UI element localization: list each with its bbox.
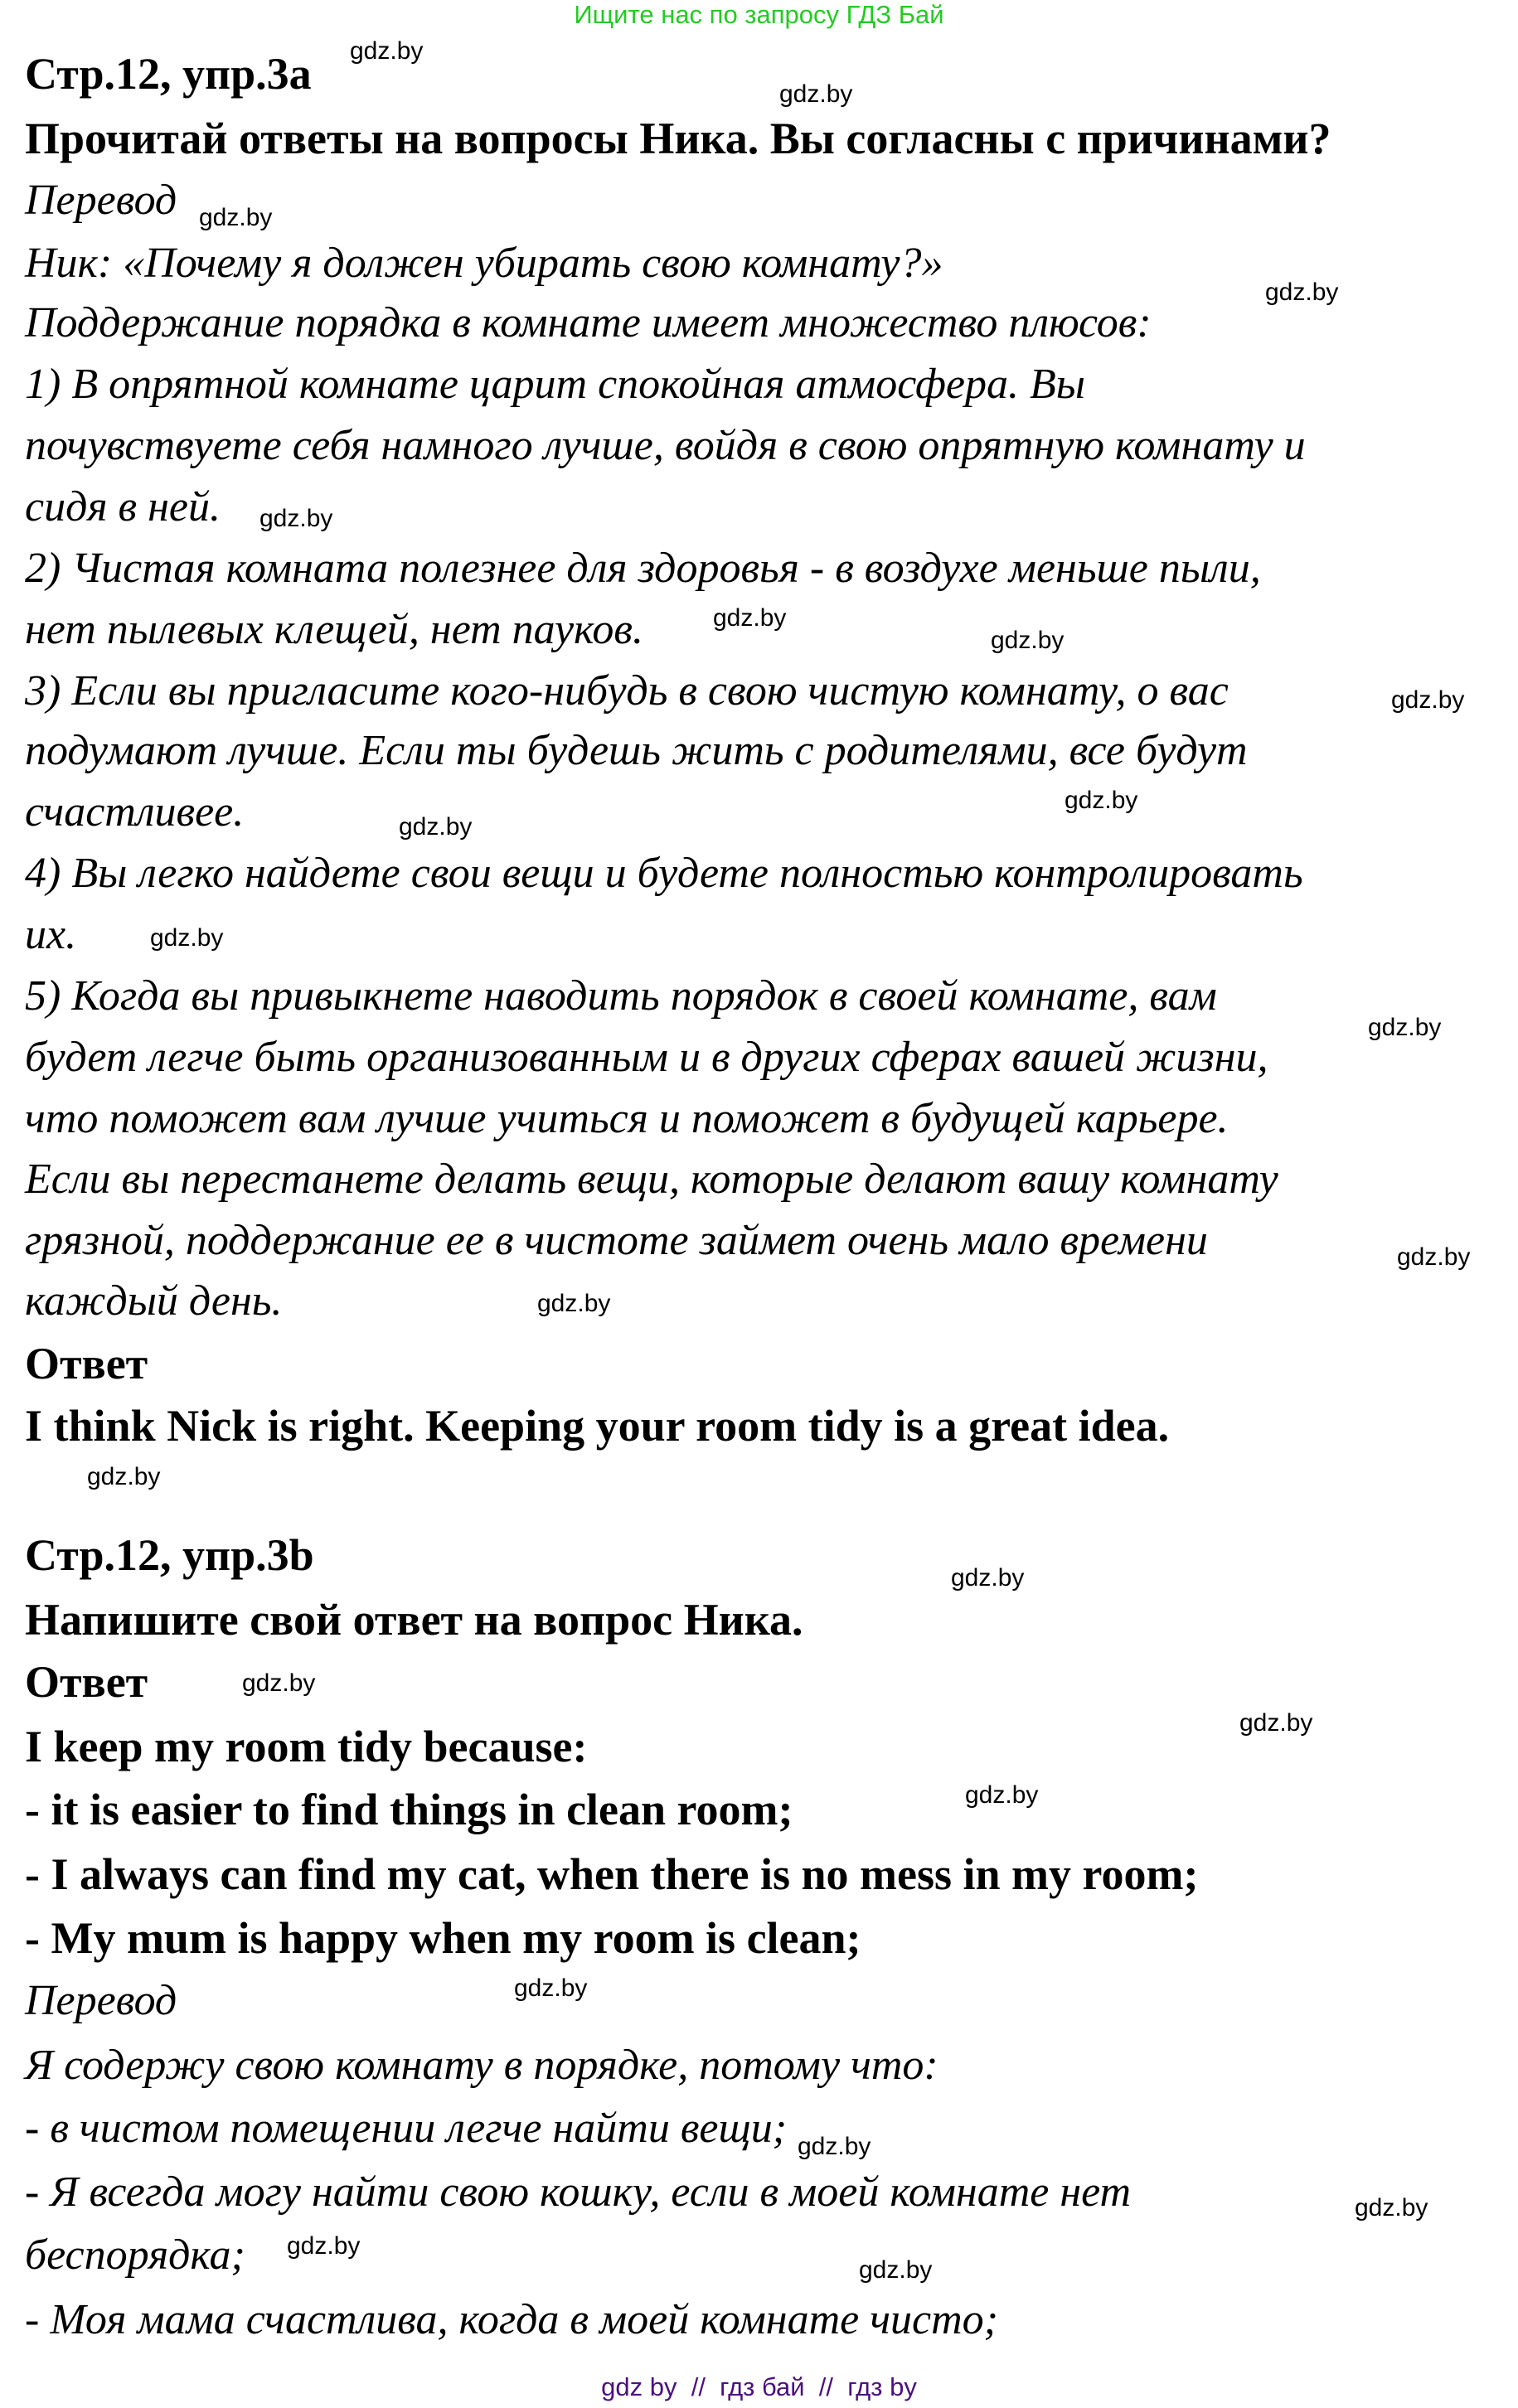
watermark: gdz.by — [242, 1669, 316, 1697]
watermark: gdz.by — [259, 505, 333, 532]
watermark: gdz.by — [1355, 2194, 1428, 2221]
watermark: gdz.by — [350, 37, 424, 65]
watermark: gdz.by — [991, 627, 1065, 654]
translation-line: 2) Чистая комната полезнее для здоровья - в воздухе меньше пыли, — [25, 545, 1261, 592]
translation-line: - в чистом помещении легче найти вещи; — [25, 2105, 788, 2152]
section-b-title: Стр.12, упр.3b — [25, 1530, 314, 1580]
watermark: gdz.by — [951, 1564, 1025, 1592]
watermark: gdz.by — [287, 2232, 361, 2260]
translation-line: Я содержу свою комнату в порядке, потому что: — [25, 2042, 938, 2089]
section-b-answer-label: Ответ — [25, 1657, 148, 1707]
watermark: gdz.by — [859, 2256, 933, 2284]
section-a-answer: I think Nick is right. Keeping your room tidy is a great idea. — [25, 1401, 1170, 1451]
watermark: gdz.by — [399, 813, 473, 841]
watermark: gdz.by — [150, 924, 224, 952]
watermark: gdz.by — [1065, 787, 1138, 814]
translation-line: - Я всегда могу найти свою кошку, если в моей комнате нет — [25, 2168, 1132, 2216]
answer-line: - My mum is happy when my room is clean; — [25, 1913, 861, 1963]
translation-line: каждый день. — [25, 1277, 283, 1325]
translation-line: что поможет вам лучше учиться и поможет в будущей карьере. — [25, 1095, 1229, 1142]
watermark: gdz.by — [713, 604, 787, 632]
translation-line: 4) Вы легко найдете свои вещи и будете полностью контролировать — [25, 850, 1303, 897]
translation-line: - Моя мама счастлива, когда в моей комнате чисто; — [25, 2296, 998, 2343]
watermark: gdz.by — [1397, 1243, 1471, 1271]
watermark: gdz.by — [1391, 686, 1465, 714]
translation-line: их. — [25, 911, 77, 958]
translation-line: будет легче быть организованным и в других сферах вашей жизни, — [25, 1034, 1268, 1081]
translation-line: 5) Когда вы привыкнете наводить порядок в своей комнате, вам — [25, 972, 1217, 1020]
translation-line: Если вы перестанете делать вещи, которые делают вашу комнату — [25, 1156, 1278, 1203]
answer-line: - I always can find my cat, when there is no mess in my room; — [25, 1849, 1199, 1899]
watermark: gdz.by — [199, 204, 273, 231]
translation-line: счастливее. — [25, 788, 245, 836]
section-a-task: Прочитай ответы на вопросы Ника. Вы согласны с причинами? — [25, 114, 1331, 163]
watermark: gdz.by — [1265, 279, 1339, 306]
translation-line: грязной, поддержание ее в чистоте займет очень мало времени — [25, 1217, 1208, 1264]
translation-line: Поддержание порядка в комнате имеет множество плюсов: — [25, 299, 1152, 346]
translation-line: 3) Если вы пригласите кого-нибудь в свою чистую комнату, о вас — [25, 667, 1229, 715]
translation-line: беспорядка; — [25, 2231, 245, 2279]
translation-line: 1) В опрятной комнате царит спокойная атмосфера. Вы — [25, 361, 1085, 408]
watermark: gdz.by — [514, 1974, 588, 2002]
translation-line: нет пылевых клещей, нет пауков. — [25, 606, 643, 653]
watermark: gdz.by — [87, 1463, 161, 1490]
answer-line: I keep my room tidy because: — [25, 1722, 588, 1771]
watermark: gdz.by — [798, 2133, 871, 2160]
translation-line: Ник: «Почему я должен убирать свою комнату?» — [25, 240, 943, 287]
search-banner: Ищите нас по запросу ГДЗ Бай — [574, 0, 944, 29]
footer-links: gdz by // гдз бай // гдз by — [601, 2372, 917, 2401]
section-b-task: Напишите свой ответ на вопрос Ника. — [25, 1595, 803, 1645]
section-a-translation-label: Перевод — [25, 177, 177, 224]
watermark: gdz.by — [965, 1781, 1039, 1809]
watermark: gdz.by — [1368, 1014, 1442, 1041]
translation-line: сидя в ней. — [25, 483, 221, 531]
watermark: gdz.by — [1239, 1709, 1313, 1737]
watermark: gdz.by — [779, 80, 853, 108]
section-a-answer-label: Ответ — [25, 1339, 148, 1388]
watermark: gdz.by — [537, 1290, 611, 1317]
answer-line: - it is easier to find things in clean room; — [25, 1785, 793, 1834]
section-a-title: Стр.12, упр.3а — [25, 49, 312, 99]
translation-line: почувствуете себя намного лучше, войдя в свою опрятную комнату и — [25, 422, 1306, 469]
translation-line: подумают лучше. Если ты будешь жить с родителями, все будут — [25, 727, 1248, 774]
section-b-translation-label: Перевод — [25, 1977, 177, 2024]
